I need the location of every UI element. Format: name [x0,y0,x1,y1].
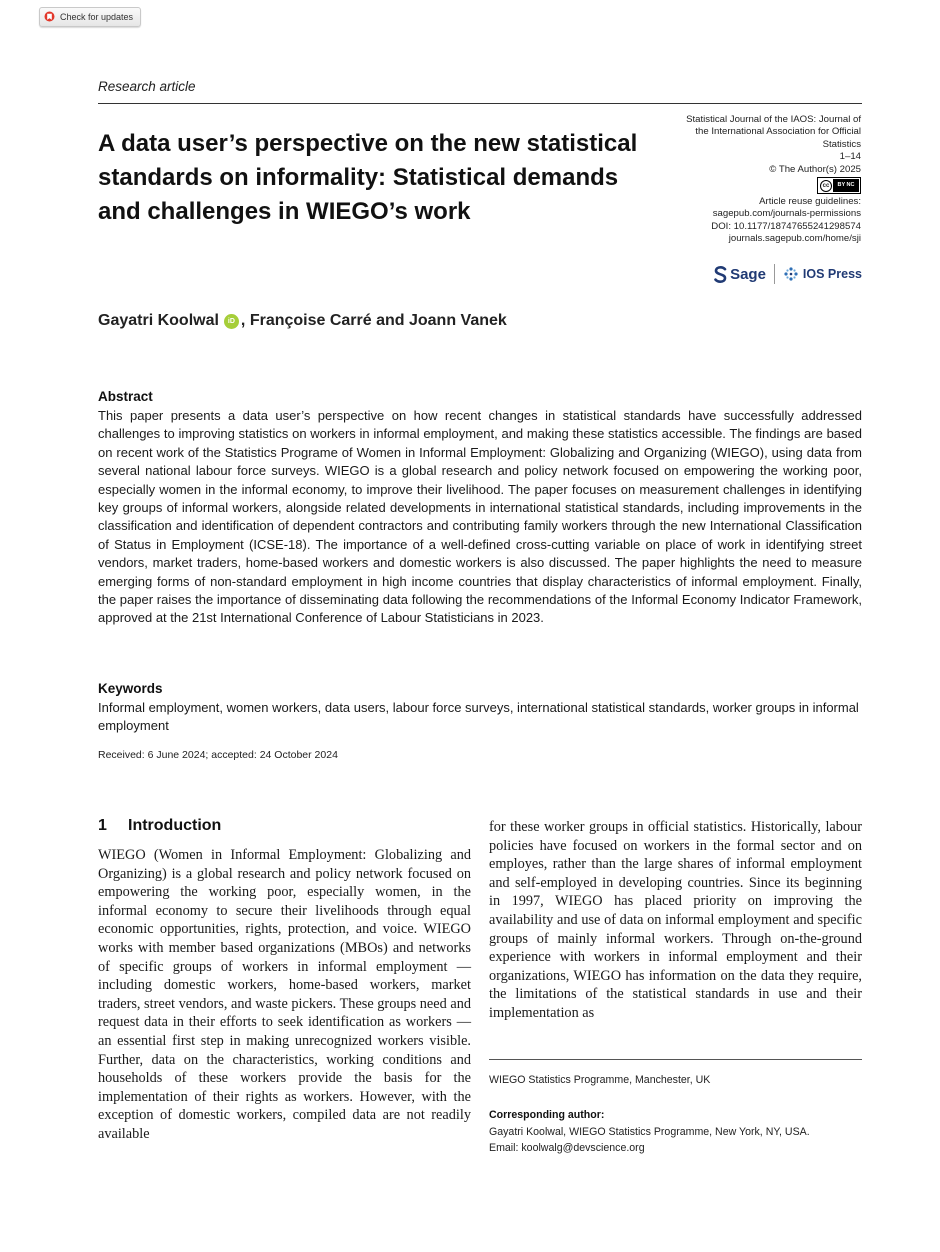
article-title: A data user’s perspective on the new statistical standards on informality: Statistical demands and challenges in WIEGO’s work [98,130,638,225]
received-dates: Received: 6 June 2024; accepted: 24 October 2024 [98,749,338,761]
author-koolwal[interactable]: Gayatri Koolwal [98,312,219,329]
affiliation: WIEGO Statistics Programme, Manchester, UK [489,1074,711,1086]
reuse-guidelines-link[interactable]: sagepub.com/journals-permissions [712,208,861,220]
cc-license-icon[interactable]: cc BY NC [817,177,861,194]
abstract-text: This paper presents a data user’s perspective on how recent changes in statistical standards have successfully addressed challenges to improving statistics on workers in informal employment, and making these statistics accessible. The findings are based on recent work of the Statistics Programe of Women in Informal Employment: Globalizing and Organizing (WIEGO), using data from several national labour force surveys. WIEGO is a global research and policy network focused on empowering the working poor, especially women in the informal economy, to improve their livelihood. The paper focuses on measurement challenges in identifying key groups of informal workers, alongside related developments in international statistical standards, including improvements in the classification and identification of dependent contractors and contributing family workers through the new International Classification of Status in Employment (ICSE-18). The importance of a well-defined cross-cutting variable on place of work in identifying street vendors, market traders, home-based workers and domestic workers is also discussed. The paper highlights the need to measure emerging forms of non-standard employment in high income countries that display characteristics of informal employment. Finally, the paper raises the importance of disseminating data following the recommendations of the Informal Economy Indicator Framework, approved at the 21st International Conference of Labour Statisticians in 2023. [98,408,862,626]
introduction-right-column: for these worker groups in official statistics. Historically, labour policies have focused on workers in the formal sector and on employes, rather than the large shares of informal employment and self-employed in developing countries. Since its beginning in 1997, WIEGO has placed priority on improving the availability and use of data on informal employment and specific groups of mainly informal workers. Through on-the-ground experience with workers in informal employment and their organizations, WIEGO has information on the data they require, the limitations of the statistical standards in use and their implementation as [489,819,862,1021]
check-for-updates-button[interactable] [39,7,141,27]
sage-logo-text: Sage [730,265,766,283]
corresponding-author-email[interactable]: Email: koolwalg@devscience.org [489,1142,645,1154]
doi-link[interactable]: DOI: 10.1177/18747655241298574 [711,220,861,232]
reuse-guidelines-label: Article reuse guidelines: [759,196,861,208]
journal-name-line-1: Statistical Journal of the IAOS: Journal of [686,114,861,125]
ios-press-dots-icon [783,266,799,282]
bookmark-icon [44,11,55,23]
ios-press-logo-text: IOS Press [802,267,862,281]
journal-name-line-3: Statistics [822,138,861,150]
orcid-icon[interactable]: iD [224,314,239,329]
page-range: 1–14 [839,151,861,163]
abstract-heading: Abstract [98,389,153,404]
section-title: Introduction [128,817,222,834]
ios-press-logo[interactable] [783,266,862,282]
journal-name-line-2: the International Association for Official [695,126,861,138]
journal-metadata [600,114,861,246]
footnote-rule [489,1059,862,1060]
check-for-updates-label: Check for updates [60,12,134,22]
corresponding-author-heading: Corresponding author: [489,1109,605,1121]
header-rule [98,103,862,104]
keywords-heading: Keywords [98,681,163,696]
keywords-text: Informal employment, women workers, data users, labour force surveys, international statistical standards, worker groups in informal employment [98,700,859,734]
co-authors: , Françoise Carré and Joann Vanek [240,312,507,329]
introduction-heading [98,817,221,835]
sage-logo[interactable] [714,266,766,283]
journal-homepage-link[interactable]: journals.sagepub.com/home/sji [728,233,861,245]
author-list [98,312,507,330]
logo-divider [774,264,775,284]
section-label: Research article [98,79,196,94]
sage-s-icon [714,266,727,283]
introduction-left-column: WIEGO (Women in Informal Employment: Globalizing and Organizing) is a global research and policy network focused on empowering the working poor, especially women, in the informal economy to secure their livelihoods through equal economic opportunities, rights, protection, and voice. WIEGO works with member based organizations (MBOs) and networks of specific groups of workers in informal employment — including domestic workers, home-based workers, market traders, street vendors, and waste pickers. These groups need and request data in their efforts to seek identification as workers — an essential first step in making unrecognized workers visible. Further, data on the characteristics, working conditions and households of these workers provide the basis for the implementation of their rights as workers. However, with the exception of domestic workers, compiled data are not readily available [98,847,471,1142]
copyright: © The Author(s) 2025 [769,163,861,175]
publisher-logos [706,263,862,285]
corresponding-author-details: Gayatri Koolwal, WIEGO Statistics Programme, New York, NY, USA. [489,1126,810,1138]
section-number: 1 [98,817,107,834]
